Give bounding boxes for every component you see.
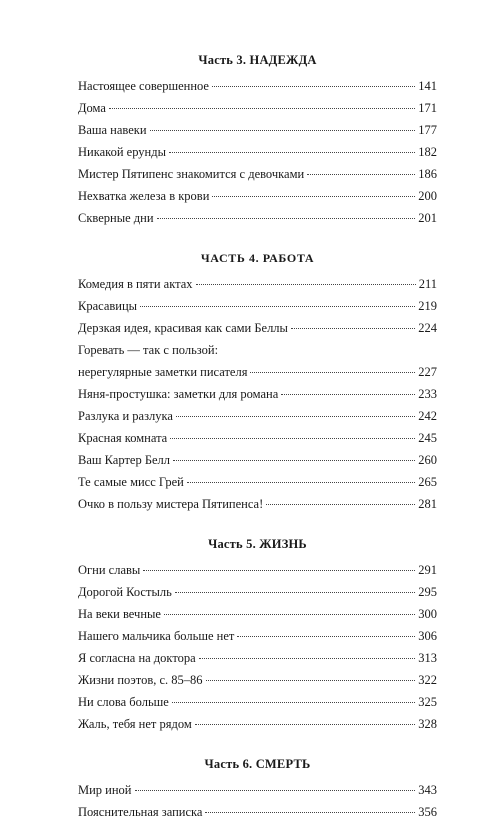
toc-list [78, 779, 437, 823]
section-title: Часть 3. НАДЕЖДА [198, 53, 317, 67]
toc-entry[interactable] [78, 405, 437, 427]
dot-leader [176, 416, 415, 417]
entry-title-line2-row [78, 361, 437, 383]
toc-entry[interactable] [78, 119, 437, 141]
section-title: Часть 5. ЖИЗНЬ [208, 537, 307, 551]
toc-entry[interactable] [78, 339, 437, 383]
toc-list [78, 273, 437, 515]
dot-leader [175, 592, 415, 593]
toc-section-part-5 [78, 536, 437, 735]
entry-title: Разлука и разлука [78, 409, 173, 423]
entry-title: Огни славы [78, 563, 141, 577]
toc-entry[interactable] [78, 647, 437, 669]
entry-title: Нашего мальчика больше нет [78, 629, 235, 643]
toc-entry[interactable] [78, 163, 437, 185]
entry-page-number: 182 [418, 145, 437, 159]
dot-leader [206, 680, 416, 681]
toc-entry[interactable] [78, 295, 437, 317]
toc-entry[interactable] [78, 449, 437, 471]
dot-leader [212, 86, 415, 87]
toc-list [78, 559, 437, 735]
dot-leader [196, 284, 416, 285]
toc-entry[interactable] [78, 141, 437, 163]
dot-leader [172, 702, 415, 703]
dot-leader [143, 570, 415, 571]
toc-entry[interactable] [78, 273, 437, 295]
entry-title: Няня-простушка: заметки для романа [78, 387, 279, 401]
toc-section-part-6 [78, 756, 437, 823]
entry-page-number: 295 [418, 585, 437, 599]
entry-title: Комедия в пяти актах [78, 277, 193, 291]
toc-entry[interactable] [78, 625, 437, 647]
toc-entry[interactable] [78, 691, 437, 713]
toc-entry[interactable] [78, 493, 437, 515]
entry-page-number: 200 [418, 189, 437, 203]
dot-leader [199, 658, 416, 659]
toc-list [78, 75, 437, 229]
dot-leader [150, 130, 416, 131]
toc-entry[interactable] [78, 427, 437, 449]
entry-page-number: 227 [418, 365, 437, 379]
entry-title: Красная комната [78, 431, 168, 445]
entry-title: Ваша навеки [78, 123, 147, 137]
dot-leader [212, 196, 415, 197]
toc-entry[interactable] [78, 317, 437, 339]
entry-title: Ни слова больше [78, 695, 169, 709]
toc-section-part-3 [78, 52, 437, 229]
entry-title: Я согласна на доктора [78, 651, 196, 665]
entry-title: Пояснительная записка [78, 805, 203, 819]
entry-page-number: 171 [418, 101, 437, 115]
entry-title: Никакой ерунды [78, 145, 166, 159]
entry-page-number: 291 [418, 563, 437, 577]
toc-entry[interactable] [78, 713, 437, 735]
entry-title: Настоящее совершенное [78, 79, 209, 93]
dot-leader [266, 504, 415, 505]
entry-page-number: 328 [418, 717, 437, 731]
section-title: Часть 6. СМЕРТЬ [204, 757, 311, 771]
entry-title: Мир иной [78, 783, 132, 797]
entry-page-number: 313 [418, 651, 437, 665]
entry-page-number: 322 [418, 673, 437, 687]
dot-leader [140, 306, 415, 307]
entry-page-number: 306 [418, 629, 437, 643]
entry-title: нерегулярные заметки писателя [78, 365, 248, 379]
dot-leader [169, 152, 415, 153]
entry-page-number: 300 [418, 607, 437, 621]
toc-entry[interactable] [78, 97, 437, 119]
toc-entry[interactable] [78, 581, 437, 603]
entry-title: Жаль, тебя нет рядом [78, 717, 192, 731]
dot-leader [157, 218, 416, 219]
entry-page-number: 356 [418, 805, 437, 819]
dot-leader [291, 328, 415, 329]
toc-entry[interactable] [78, 383, 437, 405]
entry-title: Скверные дни [78, 211, 154, 225]
entry-title: Жизни поэтов, с. 85–86 [78, 673, 203, 687]
entry-page-number: 141 [418, 79, 437, 93]
dot-leader [170, 438, 415, 439]
entry-title: Очко в пользу мистера Пятипенса! [78, 497, 264, 511]
entry-title: Нехватка железа в крови [78, 189, 210, 203]
entry-page-number: 245 [418, 431, 437, 445]
entry-page-number: 211 [418, 277, 437, 291]
entry-page-number: 265 [418, 475, 437, 489]
entry-page-number: 224 [418, 321, 437, 335]
entry-title-line1: Горевать — так с пользой: [78, 343, 219, 357]
entry-page-number: 233 [418, 387, 437, 401]
toc-entry[interactable] [78, 207, 437, 229]
toc-entry[interactable] [78, 669, 437, 691]
entry-title: На веки вечные [78, 607, 161, 621]
entry-page-number: 325 [418, 695, 437, 709]
entry-title: Дерзкая идея, красивая как сами Беллы [78, 321, 288, 335]
dot-leader [195, 724, 415, 725]
dot-leader [205, 812, 415, 813]
dot-leader [173, 460, 415, 461]
entry-title: Мистер Пятипенс знакомится с девочками [78, 167, 305, 181]
dot-leader [187, 482, 415, 483]
dot-leader [307, 174, 415, 175]
entry-title: Те самые мисс Грей [78, 475, 184, 489]
toc-entry[interactable] [78, 603, 437, 625]
entry-page-number: 260 [418, 453, 437, 467]
section-title: ЧАСТЬ 4. РАБОТА [200, 251, 315, 265]
entry-title: Ваш Картер Белл [78, 453, 171, 467]
dot-leader [164, 614, 415, 615]
toc-entry[interactable] [78, 559, 437, 581]
entry-title: Красавицы [78, 299, 138, 313]
dot-leader [135, 790, 416, 791]
entry-page-number: 242 [418, 409, 437, 423]
entry-title: Дорогой Костыль [78, 585, 172, 599]
dot-leader [281, 394, 415, 395]
toc-section-part-4 [78, 250, 437, 515]
entry-page-number: 177 [418, 123, 437, 137]
entry-title: Дома [78, 101, 106, 115]
toc-entry[interactable] [78, 471, 437, 493]
entry-page-number: 201 [418, 211, 437, 225]
toc-entry[interactable] [78, 801, 437, 823]
toc-entry[interactable] [78, 75, 437, 97]
entry-page-number: 281 [418, 497, 437, 511]
entry-page-number: 343 [418, 783, 437, 797]
dot-leader [237, 636, 415, 637]
dot-leader [250, 372, 415, 373]
entry-page-number: 186 [418, 167, 437, 181]
dot-leader [109, 108, 415, 109]
toc-entry[interactable] [78, 779, 437, 801]
toc-entry[interactable] [78, 185, 437, 207]
entry-page-number: 219 [418, 299, 437, 313]
